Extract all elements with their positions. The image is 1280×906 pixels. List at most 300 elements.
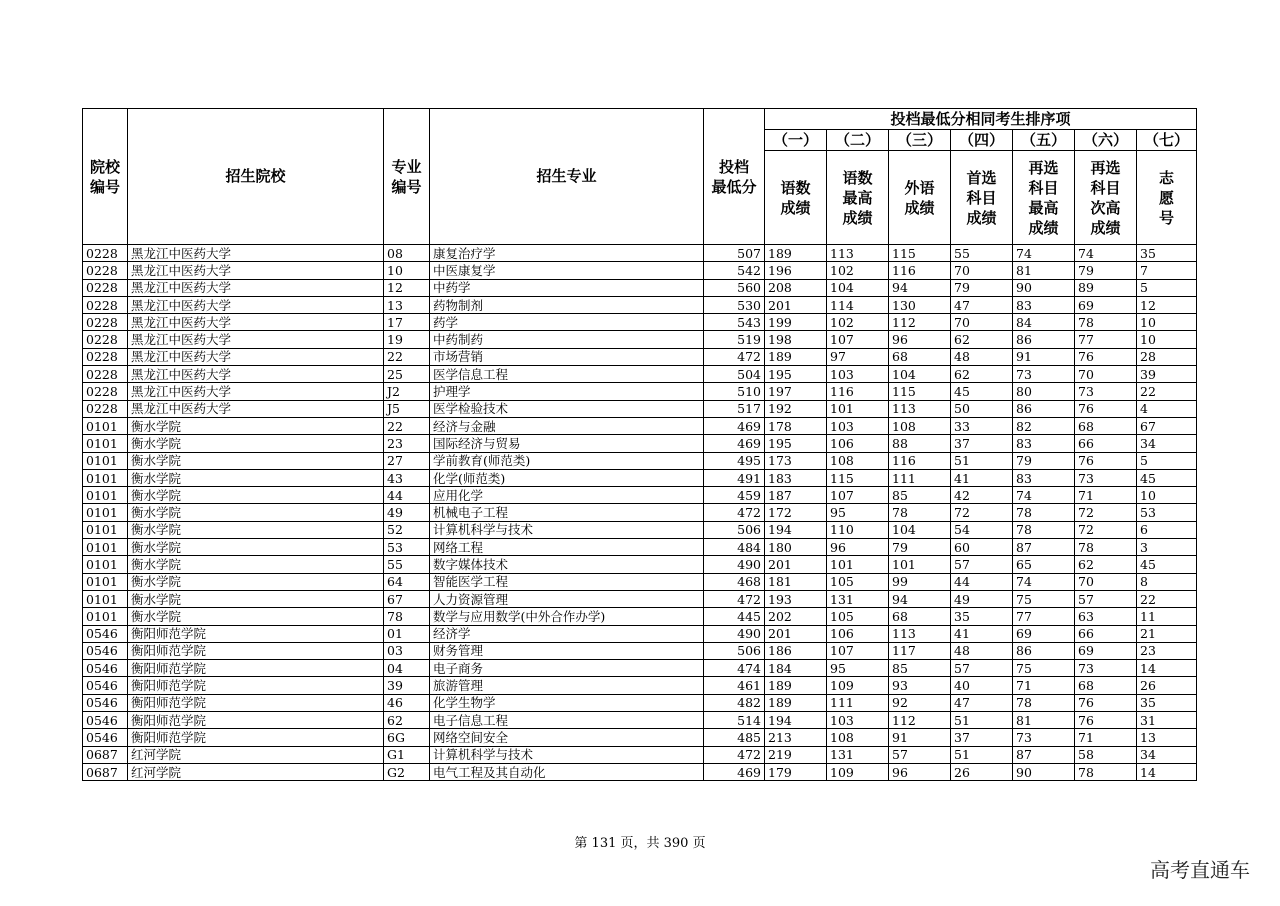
cell-school-code: 0228 — [83, 383, 128, 400]
cell-r1: 189 — [765, 245, 827, 262]
cell-r2: 108 — [827, 729, 889, 746]
table-row — [83, 694, 1197, 711]
cell-r5: 73 — [1013, 366, 1075, 383]
cell-r7: 12 — [1137, 296, 1197, 313]
table-row — [83, 521, 1197, 538]
cell-major-code: 49 — [384, 504, 430, 521]
cell-school: 衡水学院 — [128, 590, 384, 607]
cell-r1: 172 — [765, 504, 827, 521]
cell-school: 黑龙江中医药大学 — [128, 245, 384, 262]
cell-min: 519 — [704, 331, 765, 348]
cell-r2: 103 — [827, 712, 889, 729]
cell-school: 衡阳师范学院 — [128, 712, 384, 729]
cell-school: 衡水学院 — [128, 452, 384, 469]
header-rank-num-3: （三） — [889, 130, 951, 151]
cell-major: 电子信息工程 — [430, 712, 704, 729]
table-row — [83, 314, 1197, 331]
cell-r7: 14 — [1137, 763, 1197, 780]
cell-r3: 99 — [889, 573, 951, 590]
cell-r1: 196 — [765, 262, 827, 279]
table-row — [83, 539, 1197, 556]
cell-r5: 74 — [1013, 487, 1075, 504]
cell-r1: 173 — [765, 452, 827, 469]
cell-r5: 84 — [1013, 314, 1075, 331]
cell-r6: 76 — [1075, 694, 1137, 711]
cell-r2: 115 — [827, 469, 889, 486]
cell-r6: 69 — [1075, 296, 1137, 313]
cell-major-code: 39 — [384, 677, 430, 694]
cell-min: 514 — [704, 712, 765, 729]
cell-r6: 78 — [1075, 314, 1137, 331]
cell-min: 542 — [704, 262, 765, 279]
cell-school: 黑龙江中医药大学 — [128, 348, 384, 365]
cell-r4: 42 — [951, 487, 1013, 504]
cell-r4: 45 — [951, 383, 1013, 400]
cell-r6: 58 — [1075, 746, 1137, 763]
cell-r3: 94 — [889, 590, 951, 607]
header-rank-num-2: （二） — [827, 130, 889, 151]
cell-major: 学前教育(师范类) — [430, 452, 704, 469]
cell-school: 黑龙江中医药大学 — [128, 314, 384, 331]
cell-r4: 62 — [951, 331, 1013, 348]
cell-school: 衡水学院 — [128, 521, 384, 538]
header-rank-num-6: （六） — [1075, 130, 1137, 151]
cell-major: 中医康复学 — [430, 262, 704, 279]
cell-r2: 107 — [827, 642, 889, 659]
cell-r1: 186 — [765, 642, 827, 659]
cell-r6: 72 — [1075, 521, 1137, 538]
cell-major: 人力资源管理 — [430, 590, 704, 607]
cell-r3: 113 — [889, 625, 951, 642]
header-rank-label-7: 志 愿 号 — [1137, 151, 1197, 245]
cell-r7: 34 — [1137, 435, 1197, 452]
cell-r5: 81 — [1013, 712, 1075, 729]
cell-r6: 76 — [1075, 712, 1137, 729]
cell-school-code: 0228 — [83, 245, 128, 262]
cell-r6: 66 — [1075, 435, 1137, 452]
cell-major: 医学检验技术 — [430, 400, 704, 417]
cell-r4: 48 — [951, 348, 1013, 365]
cell-r1: 198 — [765, 331, 827, 348]
cell-major-code: G1 — [384, 746, 430, 763]
cell-r6: 79 — [1075, 262, 1137, 279]
cell-r6: 76 — [1075, 452, 1137, 469]
cell-major-code: 10 — [384, 262, 430, 279]
cell-major-code: 64 — [384, 573, 430, 590]
cell-r1: 189 — [765, 348, 827, 365]
cell-min: 560 — [704, 279, 765, 296]
table-row — [83, 504, 1197, 521]
cell-major-code: 08 — [384, 245, 430, 262]
cell-r2: 101 — [827, 400, 889, 417]
cell-r3: 57 — [889, 746, 951, 763]
table-row — [83, 262, 1197, 279]
cell-r4: 70 — [951, 314, 1013, 331]
cell-r2: 102 — [827, 262, 889, 279]
table-row — [83, 763, 1197, 780]
cell-r4: 70 — [951, 262, 1013, 279]
cell-major: 智能医学工程 — [430, 573, 704, 590]
cell-r4: 57 — [951, 660, 1013, 677]
cell-r7: 34 — [1137, 746, 1197, 763]
header-rank-label-4: 首选 科目 成绩 — [951, 151, 1013, 245]
cell-min: 510 — [704, 383, 765, 400]
cell-major-code: 6G — [384, 729, 430, 746]
cell-min: 506 — [704, 521, 765, 538]
cell-r4: 54 — [951, 521, 1013, 538]
header-major: 招生专业 — [430, 109, 704, 245]
cell-school: 衡水学院 — [128, 469, 384, 486]
cell-r6: 73 — [1075, 660, 1137, 677]
cell-school-code: 0546 — [83, 625, 128, 642]
cell-r2: 105 — [827, 608, 889, 625]
cell-major: 化学(师范类) — [430, 469, 704, 486]
cell-school: 衡水学院 — [128, 556, 384, 573]
header-rank-num-1: （一） — [765, 130, 827, 151]
cell-r3: 91 — [889, 729, 951, 746]
table-row — [83, 383, 1197, 400]
cell-major-code: J5 — [384, 400, 430, 417]
cell-r6: 66 — [1075, 625, 1137, 642]
cell-r5: 83 — [1013, 469, 1075, 486]
table-row — [83, 746, 1197, 763]
cell-major-code: 67 — [384, 590, 430, 607]
cell-r1: 179 — [765, 763, 827, 780]
cell-r5: 69 — [1013, 625, 1075, 642]
header-rank-num-4: （四） — [951, 130, 1013, 151]
cell-r6: 76 — [1075, 400, 1137, 417]
cell-r7: 23 — [1137, 642, 1197, 659]
cell-r7: 35 — [1137, 694, 1197, 711]
cell-r7: 22 — [1137, 590, 1197, 607]
cell-r6: 77 — [1075, 331, 1137, 348]
table-row — [83, 573, 1197, 590]
cell-major: 经济学 — [430, 625, 704, 642]
cell-r4: 37 — [951, 435, 1013, 452]
cell-r1: 181 — [765, 573, 827, 590]
cell-r2: 103 — [827, 417, 889, 434]
cell-r5: 74 — [1013, 245, 1075, 262]
cell-school-code: 0687 — [83, 763, 128, 780]
header-rank-label-1: 语数 成绩 — [765, 151, 827, 245]
cell-min: 504 — [704, 366, 765, 383]
cell-r3: 79 — [889, 539, 951, 556]
cell-r4: 57 — [951, 556, 1013, 573]
cell-r5: 91 — [1013, 348, 1075, 365]
cell-major-code: 78 — [384, 608, 430, 625]
cell-school: 黑龙江中医药大学 — [128, 279, 384, 296]
cell-r7: 3 — [1137, 539, 1197, 556]
cell-major-code: 23 — [384, 435, 430, 452]
cell-major: 网络工程 — [430, 539, 704, 556]
cell-r4: 50 — [951, 400, 1013, 417]
cell-school-code: 0546 — [83, 729, 128, 746]
cell-school-code: 0228 — [83, 348, 128, 365]
cell-r4: 44 — [951, 573, 1013, 590]
cell-school: 衡水学院 — [128, 435, 384, 452]
cell-r4: 51 — [951, 452, 1013, 469]
cell-r5: 90 — [1013, 763, 1075, 780]
cell-r7: 11 — [1137, 608, 1197, 625]
cell-r6: 78 — [1075, 763, 1137, 780]
cell-major: 机械电子工程 — [430, 504, 704, 521]
cell-r2: 97 — [827, 348, 889, 365]
cell-school-code: 0101 — [83, 608, 128, 625]
cell-min: 472 — [704, 348, 765, 365]
cell-r1: 180 — [765, 539, 827, 556]
cell-r1: 189 — [765, 677, 827, 694]
cell-r6: 57 — [1075, 590, 1137, 607]
cell-r7: 67 — [1137, 417, 1197, 434]
cell-r1: 199 — [765, 314, 827, 331]
cell-r1: 197 — [765, 383, 827, 400]
cell-r7: 35 — [1137, 245, 1197, 262]
cell-r5: 78 — [1013, 521, 1075, 538]
cell-school: 衡水学院 — [128, 573, 384, 590]
cell-school: 衡水学院 — [128, 608, 384, 625]
cell-r1: 189 — [765, 694, 827, 711]
cell-r4: 40 — [951, 677, 1013, 694]
cell-major: 应用化学 — [430, 487, 704, 504]
cell-school-code: 0687 — [83, 746, 128, 763]
header-rank-label-3: 外语 成绩 — [889, 151, 951, 245]
table-row — [83, 366, 1197, 383]
cell-major: 国际经济与贸易 — [430, 435, 704, 452]
cell-r3: 108 — [889, 417, 951, 434]
cell-r2: 108 — [827, 452, 889, 469]
cell-major-code: 19 — [384, 331, 430, 348]
cell-r6: 69 — [1075, 642, 1137, 659]
cell-school: 黑龙江中医药大学 — [128, 383, 384, 400]
cell-r7: 4 — [1137, 400, 1197, 417]
cell-school: 黑龙江中医药大学 — [128, 262, 384, 279]
table-row — [83, 712, 1197, 729]
cell-r5: 86 — [1013, 400, 1075, 417]
cell-r2: 106 — [827, 435, 889, 452]
cell-r7: 10 — [1137, 314, 1197, 331]
table-row — [83, 642, 1197, 659]
cell-r1: 202 — [765, 608, 827, 625]
cell-major: 旅游管理 — [430, 677, 704, 694]
cell-r3: 88 — [889, 435, 951, 452]
cell-school-code: 0228 — [83, 314, 128, 331]
cell-r7: 53 — [1137, 504, 1197, 521]
cell-r1: 184 — [765, 660, 827, 677]
header-major-code: 专业 编号 — [384, 109, 430, 245]
cell-r1: 195 — [765, 366, 827, 383]
cell-major-code: 46 — [384, 694, 430, 711]
cell-r6: 70 — [1075, 573, 1137, 590]
cell-r7: 10 — [1137, 487, 1197, 504]
cell-r7: 6 — [1137, 521, 1197, 538]
cell-r4: 33 — [951, 417, 1013, 434]
cell-r7: 31 — [1137, 712, 1197, 729]
cell-r2: 103 — [827, 366, 889, 383]
cell-r6: 62 — [1075, 556, 1137, 573]
cell-major-code: 13 — [384, 296, 430, 313]
cell-school: 黑龙江中医药大学 — [128, 331, 384, 348]
cell-school: 衡阳师范学院 — [128, 729, 384, 746]
cell-r2: 95 — [827, 504, 889, 521]
admission-table — [82, 108, 1197, 781]
cell-major-code: 03 — [384, 642, 430, 659]
cell-r4: 51 — [951, 746, 1013, 763]
cell-major-code: 43 — [384, 469, 430, 486]
cell-r1: 195 — [765, 435, 827, 452]
cell-school: 衡阳师范学院 — [128, 642, 384, 659]
cell-min: 490 — [704, 625, 765, 642]
cell-r2: 106 — [827, 625, 889, 642]
table-row — [83, 487, 1197, 504]
cell-major: 计算机科学与技术 — [430, 521, 704, 538]
cell-school-code: 0228 — [83, 400, 128, 417]
cell-r5: 80 — [1013, 383, 1075, 400]
cell-major-code: 22 — [384, 417, 430, 434]
table-row — [83, 245, 1197, 262]
table-row — [83, 625, 1197, 642]
cell-school-code: 0546 — [83, 642, 128, 659]
table-row — [83, 400, 1197, 417]
header-rank-num-5: （五） — [1013, 130, 1075, 151]
cell-r3: 130 — [889, 296, 951, 313]
cell-school: 红河学院 — [128, 763, 384, 780]
header-rank-group: 投档最低分相同考生排序项 — [765, 109, 1197, 130]
cell-r1: 194 — [765, 521, 827, 538]
cell-major: 数字媒体技术 — [430, 556, 704, 573]
cell-school: 黑龙江中医药大学 — [128, 366, 384, 383]
cell-school-code: 0228 — [83, 279, 128, 296]
cell-r3: 96 — [889, 763, 951, 780]
header-school: 招生院校 — [128, 109, 384, 245]
cell-r3: 85 — [889, 660, 951, 677]
cell-major: 康复治疗学 — [430, 245, 704, 262]
cell-r5: 82 — [1013, 417, 1075, 434]
cell-r7: 21 — [1137, 625, 1197, 642]
cell-r3: 92 — [889, 694, 951, 711]
cell-major: 医学信息工程 — [430, 366, 704, 383]
cell-school: 衡水学院 — [128, 417, 384, 434]
cell-major-code: 17 — [384, 314, 430, 331]
cell-r5: 83 — [1013, 435, 1075, 452]
cell-r5: 87 — [1013, 539, 1075, 556]
cell-r4: 51 — [951, 712, 1013, 729]
cell-r3: 115 — [889, 383, 951, 400]
cell-r6: 68 — [1075, 417, 1137, 434]
table-row — [83, 296, 1197, 313]
cell-min: 482 — [704, 694, 765, 711]
cell-r3: 85 — [889, 487, 951, 504]
cell-school-code: 0101 — [83, 556, 128, 573]
cell-school-code: 0101 — [83, 521, 128, 538]
cell-major: 数学与应用数学(中外合作办学) — [430, 608, 704, 625]
cell-min: 530 — [704, 296, 765, 313]
cell-r1: 201 — [765, 556, 827, 573]
watermark-text: 高考直通车 — [1150, 858, 1250, 882]
table-row — [83, 331, 1197, 348]
cell-r3: 78 — [889, 504, 951, 521]
cell-r3: 68 — [889, 348, 951, 365]
cell-school-code: 0228 — [83, 331, 128, 348]
cell-min: 468 — [704, 573, 765, 590]
cell-r6: 63 — [1075, 608, 1137, 625]
cell-r2: 110 — [827, 521, 889, 538]
cell-school-code: 0101 — [83, 452, 128, 469]
cell-min: 495 — [704, 452, 765, 469]
cell-r6: 76 — [1075, 348, 1137, 365]
cell-r3: 111 — [889, 469, 951, 486]
cell-school: 黑龙江中医药大学 — [128, 400, 384, 417]
cell-major-code: 55 — [384, 556, 430, 573]
cell-r5: 73 — [1013, 729, 1075, 746]
cell-r2: 96 — [827, 539, 889, 556]
cell-r5: 78 — [1013, 504, 1075, 521]
cell-r2: 109 — [827, 763, 889, 780]
cell-min: 469 — [704, 435, 765, 452]
cell-r6: 70 — [1075, 366, 1137, 383]
cell-school-code: 0546 — [83, 660, 128, 677]
cell-major: 网络空间安全 — [430, 729, 704, 746]
table-row — [83, 417, 1197, 434]
cell-r6: 73 — [1075, 469, 1137, 486]
cell-major: 电气工程及其自动化 — [430, 763, 704, 780]
cell-r4: 41 — [951, 625, 1013, 642]
cell-major: 计算机科学与技术 — [430, 746, 704, 763]
cell-min: 543 — [704, 314, 765, 331]
cell-r7: 28 — [1137, 348, 1197, 365]
cell-school-code: 0546 — [83, 712, 128, 729]
cell-major: 市场营销 — [430, 348, 704, 365]
cell-major: 电子商务 — [430, 660, 704, 677]
cell-major: 药学 — [430, 314, 704, 331]
cell-r3: 117 — [889, 642, 951, 659]
cell-r4: 35 — [951, 608, 1013, 625]
table-row — [83, 469, 1197, 486]
cell-min: 445 — [704, 608, 765, 625]
cell-school-code: 0228 — [83, 262, 128, 279]
cell-r5: 71 — [1013, 677, 1075, 694]
cell-r7: 5 — [1137, 452, 1197, 469]
cell-r1: 178 — [765, 417, 827, 434]
cell-r3: 96 — [889, 331, 951, 348]
cell-school-code: 0546 — [83, 694, 128, 711]
cell-r5: 79 — [1013, 452, 1075, 469]
cell-major: 护理学 — [430, 383, 704, 400]
cell-r2: 114 — [827, 296, 889, 313]
cell-r5: 74 — [1013, 573, 1075, 590]
cell-school-code: 0101 — [83, 573, 128, 590]
table-row — [83, 556, 1197, 573]
cell-r2: 116 — [827, 383, 889, 400]
cell-school-code: 0546 — [83, 677, 128, 694]
table-row — [83, 348, 1197, 365]
cell-min: 484 — [704, 539, 765, 556]
cell-r5: 75 — [1013, 660, 1075, 677]
table-row — [83, 435, 1197, 452]
cell-r3: 93 — [889, 677, 951, 694]
cell-school: 衡水学院 — [128, 487, 384, 504]
header-rank-label-2: 语数 最高 成绩 — [827, 151, 889, 245]
header-rank-num-7: （七） — [1137, 130, 1197, 151]
cell-school-code: 0101 — [83, 590, 128, 607]
cell-major-code: 27 — [384, 452, 430, 469]
cell-school-code: 0228 — [83, 366, 128, 383]
cell-school: 衡阳师范学院 — [128, 660, 384, 677]
cell-r5: 77 — [1013, 608, 1075, 625]
cell-r4: 48 — [951, 642, 1013, 659]
cell-r4: 60 — [951, 539, 1013, 556]
cell-r4: 47 — [951, 296, 1013, 313]
cell-school: 红河学院 — [128, 746, 384, 763]
